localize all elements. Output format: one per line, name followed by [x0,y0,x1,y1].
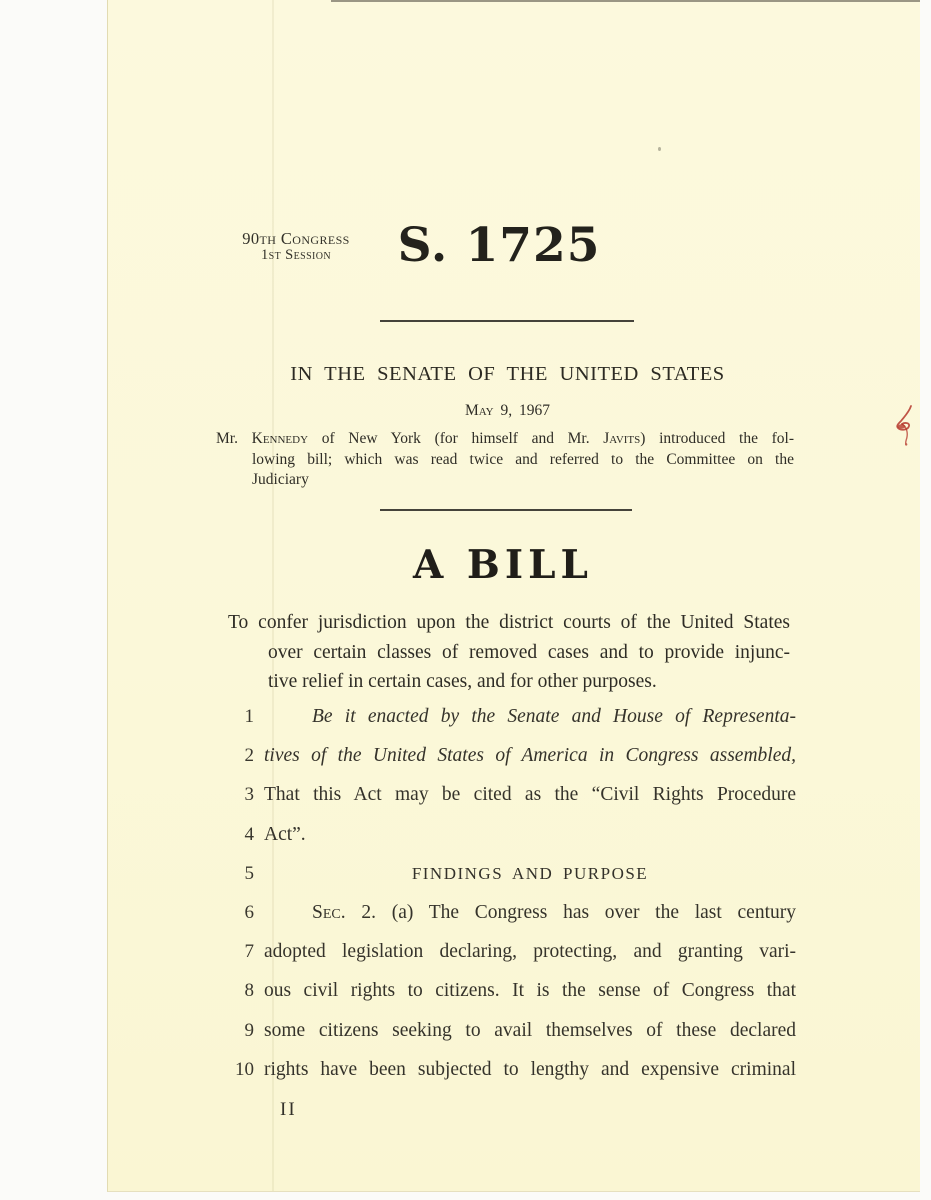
line-number: 6 [244,901,254,923]
body-line [224,861,796,900]
line-text: rights have been subjected to lengthy and expensive criminal [264,1058,796,1080]
long-title-line-2: over certain classes of removed cases and to provide injunc- [268,641,790,663]
sponsor-paragraph [216,429,794,491]
session-label: 1st Session [260,247,331,263]
sponsor-middle: of New York (for himself and Mr. [308,430,604,447]
divider-rule-middle [380,509,632,511]
line-number: 3 [244,784,254,806]
long-title [228,608,790,697]
line-number: 7 [244,941,254,963]
body-line [224,743,796,782]
body-line [224,1057,796,1096]
line-text: Be it enacted by the Senate and House of Representa- [312,706,796,727]
line-text: adopted legislation declaring, protecting, and granting vari- [264,941,796,963]
body-line [224,1018,796,1057]
sec-text: 2. (a) The Congress has over the last century [345,901,796,923]
red-pen-mark-icon [893,404,917,452]
paper-speck [658,147,661,151]
page-marker: II [280,1099,297,1120]
line-text: Act”. [264,823,306,845]
line-text: tives of the United States of America in Congress assembled, [264,745,796,767]
line-text: That this Act may be cited as the “Civil Rights Procedure [264,784,796,806]
sponsor-name-kennedy: Kennedy [251,430,309,447]
bill-heading: A BILL [413,542,593,588]
line-number: 4 [244,823,254,845]
long-title-line-3: tive relief in certain cases, and for other purposes. [268,671,657,692]
date-line: May 9, 1967 [464,402,551,419]
congress-session-block [218,230,374,264]
bill-body [224,704,796,1096]
line-number: 9 [244,1019,254,1041]
line-number: 2 [244,745,254,767]
congress-label: 90th Congress [242,229,350,248]
scan-top-edge-shadow [331,0,920,2]
line-number: 1 [244,706,254,727]
line-text: some citizens seeking to avail themselves of these declared [264,1019,796,1041]
section-heading-findings: FINDINGS AND PURPOSE [411,863,649,883]
line-text [264,900,796,926]
sponsor-name-javits: Javits [603,430,641,447]
line-number: 8 [244,980,254,1002]
body-line [224,939,796,978]
body-line [224,900,796,939]
sponsor-suffix: ) introduced the fol- [640,430,795,447]
senate-caption: IN THE SENATE OF THE UNITED STATES [290,363,725,385]
sponsor-line-1 [216,429,794,450]
sponsor-line-2: lowing bill; which was read twice and referred to the Committee on the [252,450,794,468]
sponsor-line-3: Judiciary [252,471,309,488]
body-line [224,782,796,821]
line-text: ous civil rights to citizens. It is the sense of Congress that [264,980,796,1002]
body-line [224,978,796,1017]
body-line [224,822,796,861]
sec-label: Sec. [312,901,346,923]
line-number: 5 [244,862,254,884]
divider-rule-top [380,320,634,322]
body-line [224,704,796,743]
bill-number: S. 1725 [397,218,601,273]
line-number: 10 [235,1058,254,1080]
sponsor-prefix: Mr. [216,430,252,447]
long-title-line-1: To confer jurisdiction upon the district courts of the United States [228,612,790,633]
